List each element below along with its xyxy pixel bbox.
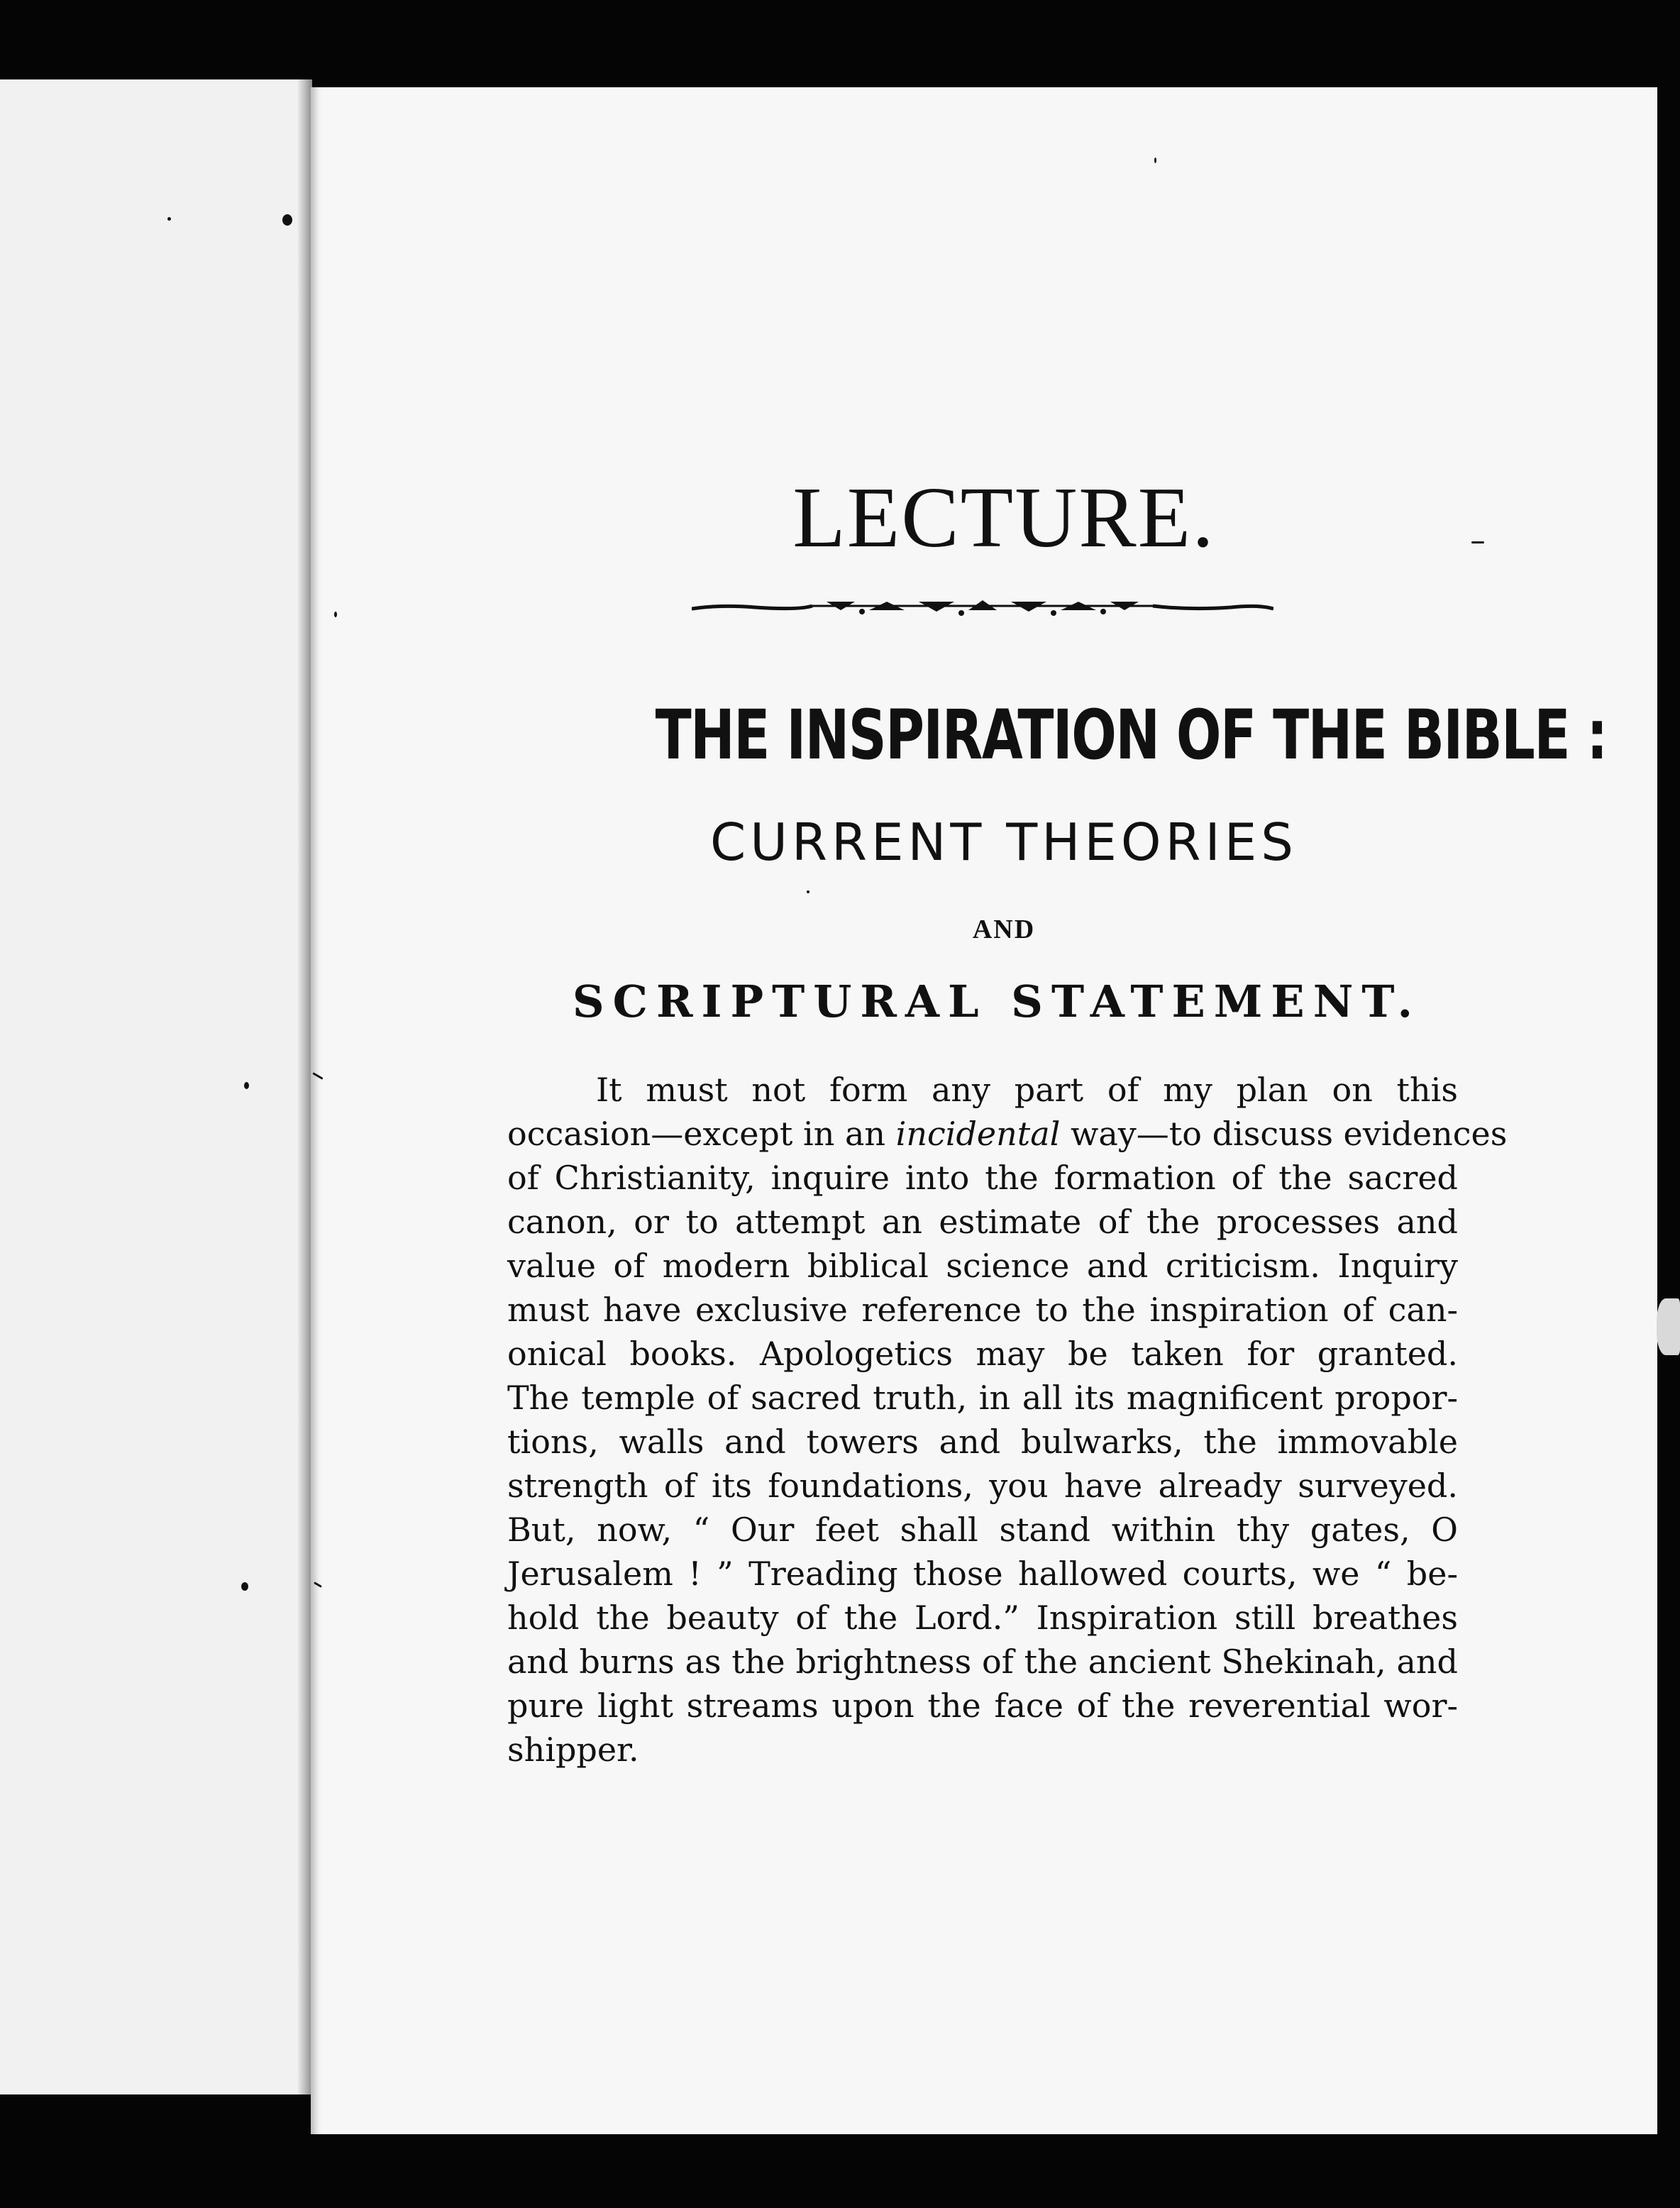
page-heading: LECTURE. bbox=[792, 470, 1215, 565]
paragraph-line bbox=[507, 1112, 1508, 1156]
torn-page-edge bbox=[1657, 1298, 1680, 1355]
paragraph-line: pure light streams upon the face of the reverential wor- bbox=[507, 1687, 1458, 1725]
speck bbox=[312, 1072, 323, 1080]
body-paragraph bbox=[507, 1068, 1508, 1772]
emphasis-text: incidental bbox=[895, 1115, 1061, 1153]
lecture-subtitle-2: SCRIPTURAL STATEMENT. bbox=[572, 976, 1422, 1027]
speck bbox=[282, 214, 292, 226]
speck bbox=[244, 1082, 249, 1089]
paragraph-line: onical books. Apologetics may be taken for granted. bbox=[507, 1335, 1458, 1373]
speck bbox=[1154, 158, 1156, 163]
lecture-title: THE INSPIRATION OF THE BIBLE : bbox=[655, 695, 1607, 775]
speck bbox=[334, 612, 337, 617]
line-text: way—to discuss evidences bbox=[1060, 1115, 1508, 1153]
lecture-subtitle: CURRENT THEORIES bbox=[710, 812, 1298, 872]
paragraph-line: strength of its foundations, you have already surveyed. bbox=[507, 1467, 1458, 1505]
paragraph-line: tions, walls and towers and bulwarks, the immovable bbox=[507, 1423, 1458, 1461]
speck bbox=[314, 1582, 322, 1588]
speck bbox=[807, 890, 809, 893]
paragraph-line: of Christianity, inquire into the formation of the sacred bbox=[507, 1159, 1458, 1197]
paragraph-line: hold the beauty of the Lord.” Inspiration still breathes bbox=[507, 1599, 1458, 1637]
paragraph-line: and burns as the brightness of the ancient Shekinah, and bbox=[507, 1643, 1458, 1681]
paragraph-line: But, now, “ Our feet shall stand within thy gates, O bbox=[507, 1511, 1458, 1549]
paragraph-line: must have exclusive reference to the inspiration of can- bbox=[507, 1291, 1458, 1329]
line-text: occasion—except in an bbox=[507, 1115, 896, 1153]
speck bbox=[167, 217, 171, 221]
ornamental-rule bbox=[692, 595, 1273, 623]
speck bbox=[241, 1582, 248, 1591]
speck bbox=[1471, 541, 1484, 543]
paragraph-line: Jerusalem ! ” Treading those hallowed courts, we “ be- bbox=[507, 1555, 1458, 1593]
paragraph-line: The temple of sacred truth, in all its magnificent propor- bbox=[507, 1379, 1458, 1417]
paragraph-line: It must not form any part of my plan on this bbox=[596, 1071, 1458, 1109]
subtitle-conjunction: AND bbox=[972, 915, 1036, 944]
paragraph-line: shipper. bbox=[507, 1730, 639, 1769]
paragraph-line: canon, or to attempt an estimate of the processes and bbox=[507, 1203, 1458, 1241]
paragraph-line: value of modern biblical science and criticism. Inquiry bbox=[507, 1247, 1458, 1285]
